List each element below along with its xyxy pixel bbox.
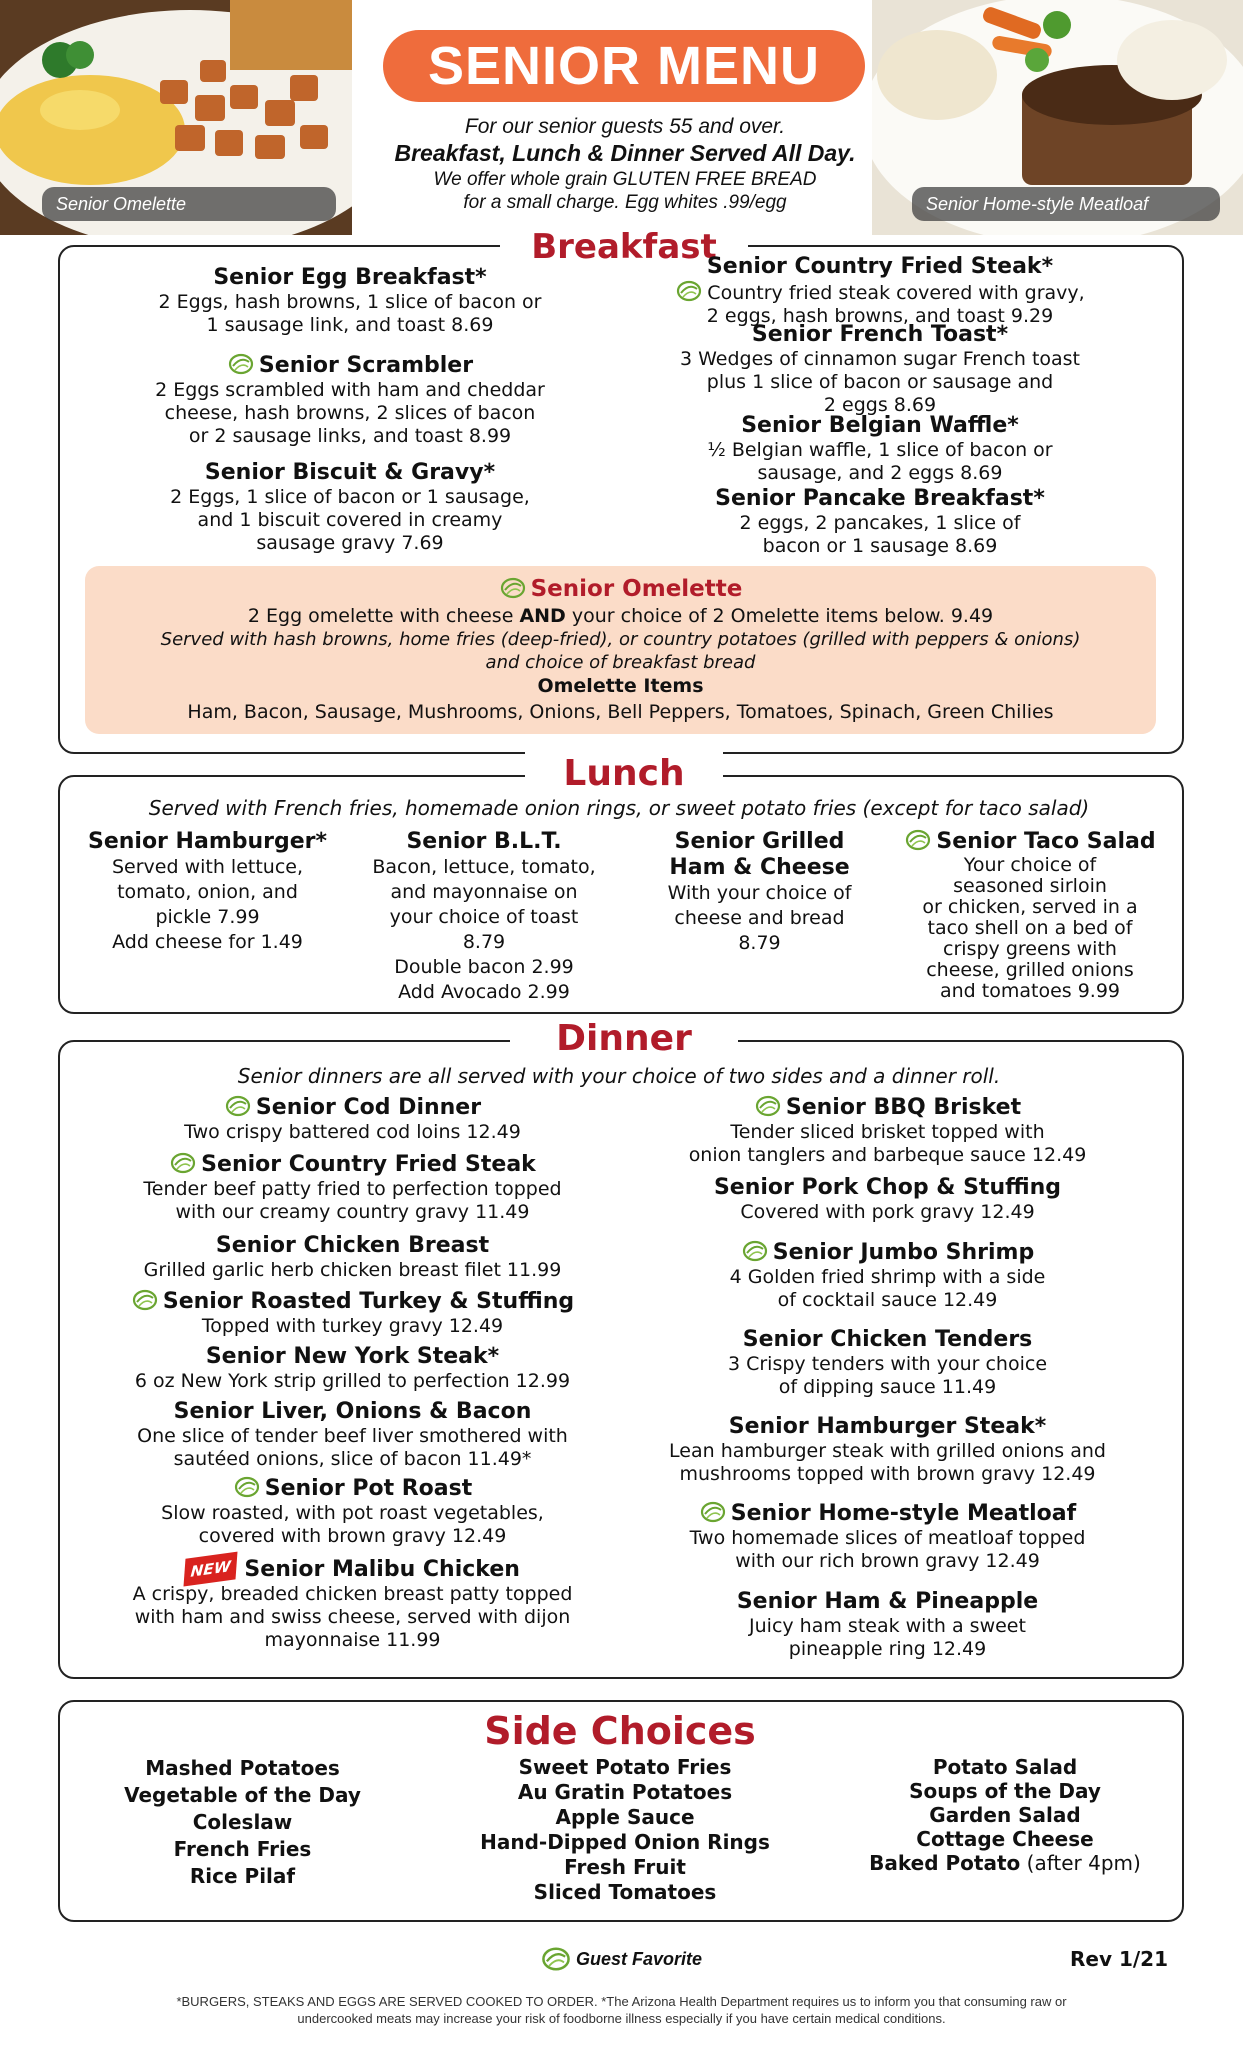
dinner-title: Dinner	[510, 1017, 738, 1061]
item-desc: Covered with pork gravy 12.49	[740, 1201, 1035, 1223]
item-name: Senior Chicken Tenders	[742, 1327, 1033, 1352]
item-desc: taco shell on a bed of	[927, 917, 1133, 939]
item-desc: Topped with turkey gravy 12.49	[201, 1315, 504, 1337]
breakfast-title: Breakfast	[500, 226, 748, 268]
item-desc: Your choice of	[963, 854, 1097, 876]
side-item: Sliced Tomatoes	[533, 1880, 717, 1904]
side-item: Apple Sauce	[555, 1805, 695, 1829]
item-desc: seasoned sirloin	[953, 875, 1107, 897]
item-name: Senior Belgian Waffle*	[741, 413, 1019, 438]
item-desc: 8.79	[462, 931, 506, 953]
item-desc: Two homemade slices of meatloaf topped	[689, 1527, 1086, 1549]
item-desc: Tender beef patty fried to perfection topped	[143, 1178, 562, 1200]
item-desc: with our rich brown gravy 12.49	[735, 1550, 1040, 1572]
item-name: Senior Egg Breakfast*	[213, 265, 487, 290]
item-desc: With your choice of	[667, 882, 852, 904]
item-desc: Slow roasted, with pot roast vegetables,	[161, 1502, 544, 1524]
side-item: French Fries	[173, 1837, 312, 1861]
side-item: Cottage Cheese	[916, 1827, 1094, 1851]
revision-label: Rev 1/21	[1070, 1947, 1169, 1971]
intro-line-3: We offer whole grain GLUTEN FREE BREAD	[433, 169, 817, 190]
pork-chop-item	[630, 1175, 1145, 1224]
item-name: Senior B.L.T.	[406, 829, 562, 854]
item-desc: ½ Belgian waffle, 1 slice of bacon or	[707, 439, 1053, 461]
intro-line-4: for a small charge. Egg whites .99/egg	[463, 192, 787, 213]
item-desc: sautéed onions, slice of bacon 11.49*	[173, 1448, 532, 1470]
guest-favorite-icon	[233, 1476, 261, 1498]
item-desc: 4 Golden fried shrimp with a side	[729, 1266, 1046, 1288]
guest-favorite-icon	[675, 280, 703, 302]
sides-title: Side Choices	[484, 1709, 756, 1753]
item-desc: tomato, onion, and	[117, 881, 298, 903]
item-name: Senior Jumbo Shrimp	[772, 1240, 1035, 1265]
item-desc: mushrooms topped with brown gravy 12.49	[679, 1463, 1096, 1485]
item-name: Senior Roasted Turkey & Stuffing	[162, 1289, 575, 1314]
ham-pineapple-item	[630, 1589, 1145, 1661]
item-name: Senior Cod Dinner	[255, 1095, 482, 1120]
biscuit-gravy-item	[110, 460, 590, 555]
item-name: Senior Pork Chop & Stuffing	[713, 1175, 1062, 1200]
taco-salad-item	[880, 829, 1180, 1002]
side-item-baked-potato	[855, 1851, 1155, 1875]
chicken-breast-item	[90, 1233, 615, 1282]
item-desc: mayonnaise 11.99	[264, 1629, 441, 1651]
side-item: Mashed Potatoes	[145, 1756, 340, 1780]
item-desc: with ham and swiss cheese, served with dijon	[134, 1606, 571, 1628]
pot-roast-item	[90, 1476, 615, 1548]
intro-block	[365, 114, 885, 214]
side-item: Sweet Potato Fries	[518, 1755, 732, 1779]
omelette-highlight	[85, 566, 1156, 734]
item-desc: and tomatoes 9.99	[939, 980, 1121, 1002]
item-desc: 1 sausage link, and toast 8.69	[206, 314, 494, 336]
side-item: Rice Pilaf	[189, 1864, 296, 1888]
item-desc: Lean hamburger steak with grilled onions and	[669, 1440, 1106, 1462]
omelette-items-title: Omelette Items	[537, 675, 704, 697]
omelette-desc-c: your choice of 2 Omelette items below. 9.49	[565, 605, 994, 627]
item-desc: 2 Eggs, 1 slice of bacon or 1 sausage,	[170, 486, 530, 508]
item-desc: 8.79	[738, 932, 781, 954]
item-desc: Add cheese for 1.49	[112, 931, 303, 953]
country-fried-steak-dinner-item	[90, 1152, 615, 1224]
guest-favorite-icon	[741, 1240, 769, 1262]
item-desc: Served with lettuce,	[111, 856, 304, 878]
hamburger-item	[70, 829, 345, 955]
item-desc: 3 Wedges of cinnamon sugar French toast	[679, 348, 1081, 370]
chicken-tenders-item	[630, 1327, 1145, 1399]
omelette-desc-b: AND	[519, 605, 566, 627]
disclaimer-line: *BURGERS, STEAKS AND EGGS ARE SERVED COOKED TO ORDER. *The Arizona Health Department requires us to inform you that consuming raw or	[176, 1994, 1067, 2009]
omelette-items-list: Ham, Bacon, Sausage, Mushrooms, Onions, Bell Peppers, Tomatoes, Spinach, Green Chilies	[187, 701, 1054, 723]
guest-favorite-icon	[540, 1946, 572, 1972]
item-desc: Two crispy battered cod loins 12.49	[184, 1121, 521, 1143]
item-name: Senior French Toast*	[751, 322, 1009, 347]
side-item: Baked Potato	[869, 1851, 1021, 1875]
item-desc: Add Avocado 2.99	[398, 981, 570, 1003]
sides-column-2	[455, 1755, 795, 1905]
malibu-chicken-item	[90, 1555, 615, 1652]
item-desc: pickle 7.99	[155, 906, 260, 928]
guest-favorite-icon	[227, 353, 255, 375]
cod-dinner-item	[90, 1095, 615, 1144]
item-desc: crispy greens with	[943, 938, 1117, 960]
side-item: Vegetable of the Day	[124, 1783, 361, 1807]
omelette-photo	[0, 0, 352, 235]
side-item-note: (after 4pm)	[1020, 1851, 1141, 1875]
omelette-served-with: Served with hash browns, home fries (deep-fried), or country potatoes (grilled with peppers & onions)	[160, 629, 1081, 650]
item-name: Senior New York Steak*	[205, 1344, 500, 1369]
guest-favorite-icon	[169, 1152, 197, 1174]
item-desc: One slice of tender beef liver smothered with	[137, 1425, 568, 1447]
new-badge: NEW	[184, 1552, 238, 1587]
item-desc: and 1 biscuit covered in creamy	[197, 509, 503, 531]
item-name: Senior Scrambler	[258, 353, 474, 378]
guest-favorite-icon	[131, 1289, 159, 1311]
item-name: Senior Ham & Pineapple	[736, 1589, 1039, 1614]
item-desc: sausage gravy 7.69	[256, 532, 444, 554]
lunch-title: Lunch	[525, 752, 723, 796]
omelette-desc-a: 2 Egg omelette with cheese	[247, 605, 520, 627]
omelette-bread: and choice of breakfast bread	[485, 652, 756, 673]
item-desc: 2 eggs, 2 pancakes, 1 slice of	[739, 512, 1021, 534]
menu-title: SENIOR MENU	[383, 30, 865, 102]
item-desc: pineapple ring 12.49	[788, 1638, 987, 1660]
item-name: Senior Home-style Meatloaf	[730, 1501, 1077, 1526]
guest-favorite-icon	[699, 1501, 727, 1523]
disclaimer	[90, 1993, 1153, 2027]
item-desc: Tender sliced brisket topped with	[730, 1121, 1045, 1143]
side-item: Coleslaw	[192, 1810, 293, 1834]
item-desc: with our creamy country gravy 11.49	[175, 1201, 530, 1223]
blt-item	[345, 829, 623, 1005]
guest-favorite-icon	[499, 577, 527, 599]
item-desc: Country fried steak covered with gravy,	[707, 282, 1085, 304]
hamburger-steak-item	[630, 1414, 1145, 1486]
item-desc: 2 Eggs, hash browns, 1 slice of bacon or	[158, 291, 542, 313]
pancake-breakfast-item	[630, 486, 1130, 558]
item-name: Senior Hamburger*	[87, 829, 328, 854]
item-desc: covered with brown gravy 12.49	[198, 1525, 507, 1547]
guest-favorite-icon	[754, 1095, 782, 1117]
item-desc: and mayonnaise on	[390, 881, 578, 903]
country-fried-steak-breakfast-item	[630, 254, 1130, 328]
meatloaf-item	[630, 1501, 1145, 1573]
item-desc: or chicken, served in a	[922, 896, 1138, 918]
bbq-brisket-item	[630, 1095, 1145, 1167]
disclaimer-line: undercooked meats may increase your risk of foodborne illness especially if you have certain medical conditions.	[297, 2011, 946, 2026]
roasted-turkey-item	[90, 1289, 615, 1338]
item-desc: 2 eggs, hash browns, and toast 9.29	[706, 305, 1054, 327]
side-item: Hand-Dipped Onion Rings	[480, 1830, 770, 1854]
side-item: Fresh Fruit	[564, 1855, 686, 1879]
item-name: Senior Biscuit & Gravy*	[204, 460, 496, 485]
omelette-photo-caption: Senior Omelette	[42, 187, 336, 221]
item-desc: cheese, grilled onions	[926, 959, 1134, 981]
item-name: Ham & Cheese	[669, 855, 850, 880]
item-desc: of cocktail sauce 12.49	[777, 1289, 998, 1311]
meatloaf-photo	[872, 0, 1243, 235]
item-name: Senior Hamburger Steak*	[728, 1414, 1047, 1439]
item-desc: Bacon, lettuce, tomato,	[372, 856, 596, 878]
item-desc: sausage, and 2 eggs 8.69	[757, 462, 1003, 484]
guest-favorite-icon	[224, 1095, 252, 1117]
item-desc: 3 Crispy tenders with your choice	[727, 1353, 1048, 1375]
liver-onions-item	[90, 1399, 615, 1471]
scrambler-item	[110, 353, 590, 448]
omelette-desc	[85, 604, 1156, 628]
item-name: Senior Grilled	[674, 829, 845, 854]
egg-breakfast-item	[110, 265, 590, 337]
item-desc: 6 oz New York strip grilled to perfection 12.99	[134, 1370, 571, 1392]
item-desc: cheese, hash browns, 2 slices of bacon	[164, 402, 536, 424]
item-name: Senior Country Fried Steak*	[706, 254, 1054, 279]
new-york-steak-item	[90, 1344, 615, 1393]
french-toast-item	[630, 322, 1130, 417]
jumbo-shrimp-item	[630, 1240, 1145, 1312]
item-name: Senior Chicken Breast	[215, 1233, 490, 1258]
item-name: Senior Liver, Onions & Bacon	[173, 1399, 532, 1424]
item-name: Senior Malibu Chicken	[244, 1557, 520, 1582]
side-item: Potato Salad	[932, 1755, 1078, 1779]
item-desc: your choice of toast	[389, 906, 579, 928]
belgian-waffle-item	[630, 413, 1130, 485]
meatloaf-photo-caption: Senior Home-style Meatloaf	[912, 187, 1220, 221]
item-desc: plus 1 slice of bacon or sausage and	[706, 371, 1054, 393]
item-desc: of dipping sauce 11.49	[778, 1376, 997, 1398]
item-desc: Juicy ham steak with a sweet	[749, 1615, 1026, 1637]
item-name: Senior Pot Roast	[264, 1476, 473, 1501]
lunch-subtitle: Served with French fries, homemade onion rings, or sweet potato fries (except for taco salad)	[148, 796, 1090, 820]
item-desc: Double bacon 2.99	[394, 956, 574, 978]
intro-line-2: Breakfast, Lunch & Dinner Served All Day.	[394, 140, 856, 166]
item-name: Senior BBQ Brisket	[785, 1095, 1022, 1120]
guest-favorite-label: Guest Favorite	[576, 1949, 703, 1969]
item-desc: 2 eggs 8.69	[823, 394, 937, 416]
item-desc: onion tanglers and barbeque sauce 12.49	[688, 1144, 1087, 1166]
sides-column-3	[855, 1755, 1155, 1875]
grilled-ham-cheese-item	[632, 829, 887, 956]
item-name: Senior Country Fried Steak	[201, 1152, 536, 1177]
item-desc: bacon or 1 sausage 8.69	[762, 535, 998, 557]
omelette-name: Senior Omelette	[530, 576, 743, 602]
guest-favorite-legend	[540, 1944, 702, 1974]
item-desc: or 2 sausage links, and toast 8.99	[188, 425, 512, 447]
item-desc: 2 Eggs scrambled with ham and cheddar	[155, 379, 545, 401]
item-name: Senior Taco Salad	[936, 829, 1156, 854]
side-item: Au Gratin Potatoes	[517, 1780, 733, 1804]
side-item: Soups of the Day	[909, 1779, 1101, 1803]
item-desc: Grilled garlic herb chicken breast filet 11.99	[143, 1259, 562, 1281]
intro-line-1: For our senior guests 55 and over.	[464, 115, 786, 138]
side-item: Garden Salad	[929, 1803, 1081, 1827]
dinner-subtitle: Senior dinners are all served with your choice of two sides and a dinner roll.	[237, 1064, 1001, 1088]
sides-column-1	[95, 1755, 390, 1890]
guest-favorite-icon	[904, 829, 932, 851]
item-desc: A crispy, breaded chicken breast patty topped	[132, 1583, 573, 1605]
item-name: Senior Pancake Breakfast*	[715, 486, 1045, 511]
item-desc: cheese and bread	[674, 907, 845, 929]
